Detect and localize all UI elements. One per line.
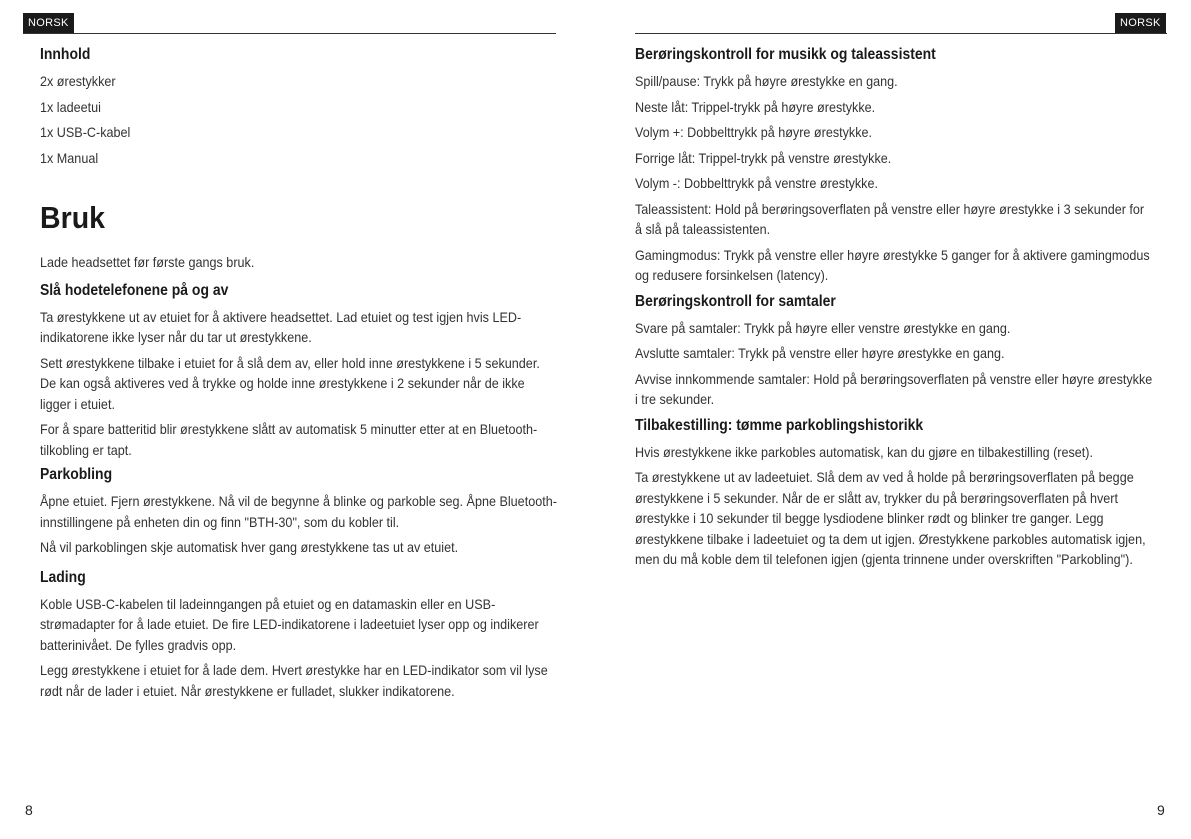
reset-heading: Tilbakestilling: tømme parkoblingshistorikk: [635, 416, 924, 434]
list-item: 1x Manual: [40, 149, 99, 166]
paragraph: Taleassistent: Hold på berøringsoverflaten på venstre eller høyre ørestykke i 3 sekunder for å slå på taleassistenten.: [635, 200, 1145, 237]
paragraph: Ta ørestykkene ut av etuiet for å aktivere headsettet. Lad etuiet og test igjen hvis LED-indikatorene ikke lyser når du tar ut ørestykkene.: [40, 308, 522, 345]
paragraph: Avvise innkommende samtaler: Hold på berøringsoverflaten på venstre eller høyre ørestykke i tre sekunder.: [635, 370, 1153, 407]
paragraph: Gamingmodus: Trykk på venstre eller høyre ørestykke 5 ganger for å aktivere gamingmodus og redusere forsinkelsen (latency).: [635, 246, 1150, 283]
left-content: [40, 45, 560, 706]
contents-list: [40, 71, 560, 168]
list-item: 2x ørestykker: [40, 73, 116, 89]
paragraph: Nå vil parkoblingen skje automatisk hver gang ørestykkene tas ut av etuiet.: [40, 539, 459, 555]
right-content: [635, 45, 1155, 575]
music-controls-heading: Berøringskontroll for musikk og taleassistent: [635, 46, 936, 63]
header-rule-right: [635, 33, 1167, 34]
reset-section: [635, 416, 1155, 570]
paragraph: Neste låt: Trippel-trykk på høyre ørestykke.: [635, 98, 876, 115]
paragraph: Ta ørestykkene ut av ladeetuiet. Slå dem av ved å holde på berøringsoverflaten på begge ørestykkene i 5 sekunder. Når de er slått av, trykker du på berøringsoverflaten på hvert ørestykke i 10 sekunder til begge lysdiodene blinker rødt og blinker tre ganger. Legg ørestykkene tilbake i ladeetuiet og ta dem ut igjen. Ørestykkene parkobles automatisk igjen, men du må koble dem til telefonen igjen (gjenta trinnene under overskriften "Parkobling").: [635, 469, 1146, 567]
paragraph: Hvis ørestykkene ikke parkobles automatisk, kan du gjøre en tilbakestilling (reset).: [635, 443, 1093, 460]
paragraph: Volym -: Dobbelttrykk på venstre ørestykke.: [635, 175, 878, 191]
music-controls-section: [635, 45, 1155, 286]
list-item: 1x USB-C-kabel: [40, 124, 131, 140]
paragraph: Spill/pause: Trykk på høyre ørestykke en gang.: [635, 73, 898, 89]
power-heading: Slå hodetelefonene på og av: [40, 281, 229, 299]
paragraph: Avslutte samtaler: Trykk på venstre eller høyre ørestykke en gang.: [635, 345, 1005, 361]
power-section: [40, 281, 560, 461]
header-rule-left: [23, 33, 556, 34]
list-item: 1x ladeetui: [40, 98, 101, 115]
call-controls-section: [635, 292, 1155, 410]
charging-heading: Lading: [40, 568, 86, 586]
paragraph: Koble USB-C-kabelen til ladeinngangen på etuiet og en datamaskin eller en USB-strømadapter for å lade etuiet. De fire LED-indikatorene i ladeetuiet lyser opp og indikerer batterinivået. De fylles gradvis opp.: [40, 595, 539, 653]
left-page: [0, 0, 595, 839]
paragraph: Legg ørestykkene i etuiet for å lade dem. Hvert ørestykke har en LED-indikator som vil lyse rødt når de lader i etuiet. Når ørestykkene er fulladet, slukker indikatorene.: [40, 662, 548, 699]
bruk-heading: Bruk: [40, 200, 105, 235]
pairing-heading: Parkobling: [40, 466, 113, 483]
pairing-section: [40, 465, 560, 558]
call-controls-heading: Berøringskontroll for samtaler: [635, 292, 836, 310]
paragraph: Sett ørestykkene tilbake i etuiet for å slå dem av, eller hold inne ørestykkene i 5 sekunder. De kan også aktiveres ved å trykke og holde inne ørestykkene i 2 sekunder når de ikke ligger i etuiet.: [40, 354, 540, 412]
paragraph: Volym +: Dobbelttrykk på høyre ørestykke.: [635, 124, 873, 140]
paragraph: Forrige låt: Trippel-trykk på venstre ørestykke.: [635, 149, 892, 166]
charging-section: [40, 568, 560, 702]
page-number-right: 9: [1157, 802, 1165, 818]
language-tab-left: NORSK: [23, 13, 74, 33]
paragraph: For å spare batteritid blir ørestykkene slått av automatisk 5 minutter etter at en Bluetooth-tilkobling er tapt.: [40, 421, 538, 458]
innhold-heading: Innhold: [40, 46, 91, 63]
language-tab-right: NORSK: [1115, 13, 1166, 33]
bruk-intro: Lade headsettet før første gangs bruk.: [40, 254, 255, 270]
right-page: [596, 0, 1191, 839]
paragraph: Åpne etuiet. Fjern ørestykkene. Nå vil de begynne å blinke og parkoble seg. Åpne Bluetooth-innstillingene på enheten din og finn "BTH-30", som du kobler til.: [40, 493, 557, 530]
page-number-left: 8: [25, 802, 33, 818]
paragraph: Svare på samtaler: Trykk på høyre eller venstre ørestykke en gang.: [635, 319, 1011, 336]
